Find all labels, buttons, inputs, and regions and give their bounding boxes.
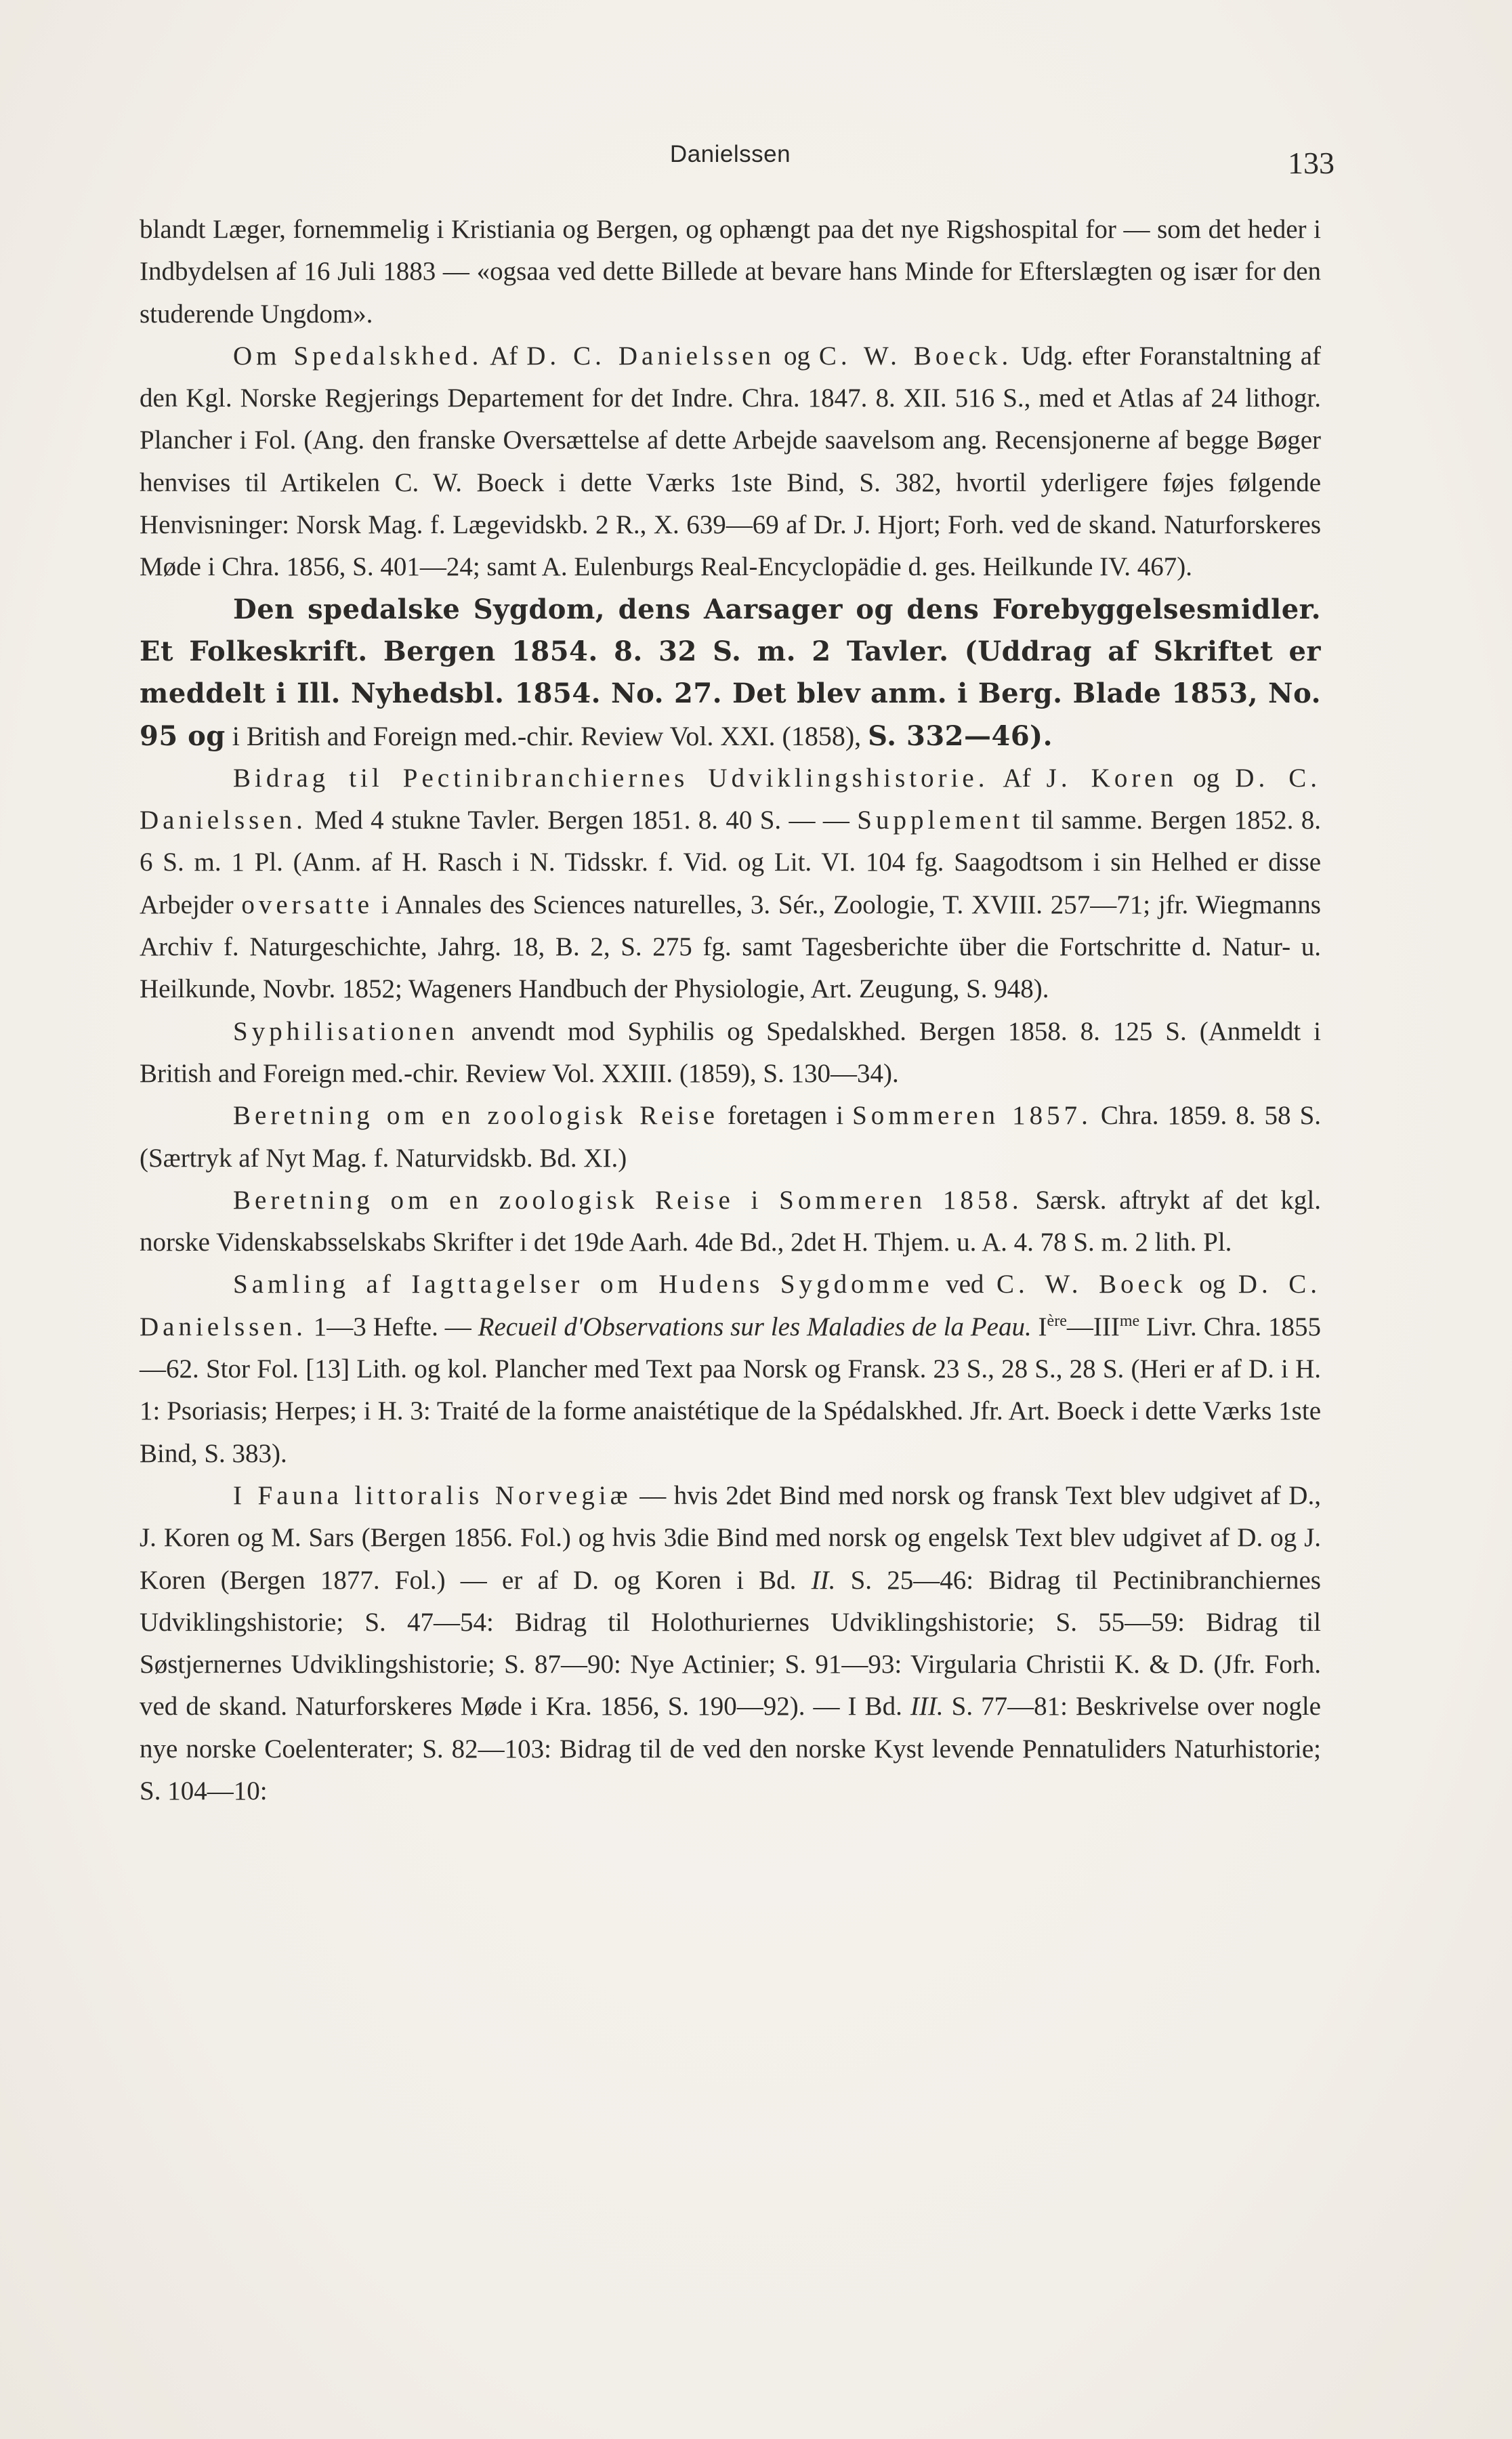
text-run: foretagen i: [718, 1101, 853, 1131]
text-run: i British and Foreign med.-chir. Review Vol. XXI. (1858),: [225, 720, 868, 751]
text-run: —III: [1066, 1312, 1120, 1341]
spaced-title-run: J. Koren: [1046, 763, 1178, 793]
text-run: ved: [933, 1270, 996, 1299]
text-run: Livr. Chra. 1855—62. Stor Fol. [13] Lith. og kol. Plancher med Text paa Norsk og Fransk. 23 S., 28 S., 28 S. (Heri er af D. i H. 1: Psoriasis; Herpes; i H. 3: Traité de la forme anaistétique de la Spédalskhed. Jfr. Art. Boeck i dette Værks 1ste Bind, S. 383).: [140, 1312, 1321, 1468]
spaced-title-run: Om Spedalskhed.: [233, 341, 483, 371]
spaced-title-run: Bidrag til Pectinibranchiernes Udviklingshistorie.: [233, 763, 989, 793]
bibliography-entry: [140, 335, 1321, 589]
text-run: 1—3 Hefte. —: [306, 1312, 478, 1341]
bibliography-entry: [140, 209, 1321, 335]
bibliography-entry: [140, 1264, 1321, 1474]
text-run: Udg. efter Foranstaltning af den Kgl. Norske Regjerings Departement for det Indre. Chra. 1847. 8. XII. 516 S., med et Atlas af 24 lithogr. Plancher i Fol. (Ang. den franske Oversættelse af dette Arbejde saavelsom ang. Recensjonerne af begge Bøger henvises til Artikelen C. W. Boeck i dette Værks 1ste Bind, S. 382, hvortil yderligere føjes følgende Henvisninger: Norsk Mag. f. Lægevidskb. 2 R., X. 639—69 af Dr. J. Hjort; Forh. ved de skand. Naturforskeres Møde i Chra. 1856, S. 401—24; samt A. Eulenburgs Real-Encyclopädie d. ges. Heilkunde IV. 467).: [140, 341, 1322, 582]
text-run: Chra. 1859. 8. 58 S. (Særtryk af Nyt Mag. f. Naturvidskb. Bd. XI.): [140, 1101, 1322, 1173]
italic-run: III.: [910, 1692, 944, 1722]
text-run: og: [1186, 1270, 1238, 1299]
text-run: Af: [482, 341, 527, 371]
text-run: og: [1177, 763, 1236, 793]
fraktur-run: S. 332—46).: [868, 720, 1053, 752]
bibliography-entry: [140, 757, 1321, 1011]
spaced-title-run: D. C. Danielssen.: [140, 1270, 1321, 1341]
spaced-title-run: D. C. Danielssen.: [140, 763, 1322, 835]
spaced-title-run: I Fauna littoralis Norvegiæ: [233, 1480, 632, 1510]
text-run: Med 4 stukne Tavler. Bergen 1851. 8. 40 S. — —: [306, 806, 858, 835]
text-run: S. 77—81: Beskrivelse over nogle nye norske Coelenterater; S. 82—103: Bidrag til de ved den norske Kyst levende Pennatuliders Naturhistorie; S. 104—10:: [140, 1692, 1321, 1806]
bibliography-entry: [140, 1475, 1321, 1812]
spaced-title-run: Supplement: [857, 806, 1024, 835]
page-header: [140, 129, 1335, 190]
text-run: I: [1031, 1312, 1047, 1341]
text-run: S. 25—46: Bidrag til Pectinibranchiernes Udviklingshistorie; S. 47—54: Bidrag til Holothuriernes Udviklingshistorie; S. 55—59: Bidrag til Søstjernernes Udviklingshistorie; S. 87—90: Nye Actinier; S. 91—93: Virgularia Christii K. & D. (Jfr. Forh. ved de skand. Naturforskeres Møde i Kra. 1856, S. 190—92). — I Bd.: [140, 1565, 1321, 1722]
italic-run: II.: [811, 1565, 836, 1595]
bibliography-entry: [140, 1011, 1321, 1096]
text-run: Af: [988, 763, 1047, 793]
spaced-title-run: Beretning om en zoologisk Reise i Sommeren 1858.: [233, 1185, 1023, 1215]
text-run: til samme. Bergen 1852. 8. 6 S. m. 1 Pl. (Anm. af H. Rasch i N. Tidsskr. f. Vid. og Lit. VI. 104 fg. Saagodtsom i sin Helhed er disse Arbejder: [140, 806, 1321, 919]
spaced-title-run: C. W. Boeck.: [818, 341, 1013, 371]
text-run: i Annales des Sciences naturelles, 3. Sér., Zoologie, T. XVIII. 257—71; jfr. Wiegmanns Archiv f. Naturgeschichte, Jahrg. 18, B. 2, S. 275 fg. samt Tagesberichte über die Fortschritte d. Natur- u. Heilkunde, Novbr. 1852; Wageners Handbuch der Physiologie, Art. Zeugung, S. 948).: [140, 890, 1321, 1004]
body-text: [140, 209, 1321, 1812]
spaced-title-run: D. C. Danielssen: [526, 341, 775, 371]
italic-run: Recueil d'Observations sur les Maladies de la Peau.: [478, 1312, 1032, 1341]
spaced-title-run: Beretning om en zoologisk Reise: [233, 1101, 719, 1131]
spaced-title-run: Sommeren 1857.: [852, 1101, 1092, 1131]
page-number: 133: [1288, 146, 1335, 180]
text-run: og: [774, 341, 819, 371]
bibliography-entry: [140, 1180, 1321, 1264]
text-run: — hvis 2det Bind med norsk og fransk Text blev udgivet af D., J. Koren og M. Sars (Bergen 1856. Fol.) og hvis 3die Bind med norsk og engelsk Text blev udgivet af D. og J. Koren (Bergen 1877. Fol.) — er af D. og Koren i Bd.: [140, 1480, 1321, 1595]
superscript-run: me: [1119, 1312, 1140, 1330]
spaced-title-run: Syphilisationen: [233, 1016, 459, 1046]
running-head: Danielssen: [669, 141, 791, 167]
bibliography-entry: [140, 589, 1321, 757]
text-run: Særsk. aftrykt af det kgl. norske Videnskabsselskabs Skrifter i det 19de Aarh. 4de Bd., 2det H. Thjem. u. A. 4. 78 S. m. 2 lith. Pl.: [140, 1185, 1321, 1257]
fraktur-run: Den spedalske Sygdom, dens Aarsager og dens Forebyggelsesmidler. Et Folkeskrift. Bergen 1854. 8. 32 S. m. 2 Tavler. (Uddrag af Skriftet er meddelt i Ill. Nyhedsbl. 1854. No. 27. Det blev anm. i Berg. Blade 1853, No. 95 og: [140, 593, 1321, 752]
spaced-title-run: Samling af Iagttagelser om Hudens Sygdomme: [233, 1270, 933, 1299]
text-run: blandt Læger, fornemmelig i Kristiania og Bergen, og ophængt paa det nye Rigshospital for — som det heder i Indbydelsen af 16 Juli 1883 — «ogsaa ved dette Billede at bevare hans Minde for Efterslægten og især for den studerende Ungdom».: [140, 215, 1321, 329]
text-run: anvendt mod Syphilis og Spedalskhed. Bergen 1858. 8. 125 S. (Anmeldt i British and Foreign med.-chir. Review Vol. XXIII. (1859), S. 130—34).: [140, 1016, 1321, 1088]
superscript-run: ère: [1047, 1312, 1067, 1330]
spaced-title-run: oversatte: [241, 890, 374, 919]
bibliography-entry: [140, 1095, 1321, 1180]
spaced-title-run: C. W. Boeck: [996, 1270, 1187, 1299]
